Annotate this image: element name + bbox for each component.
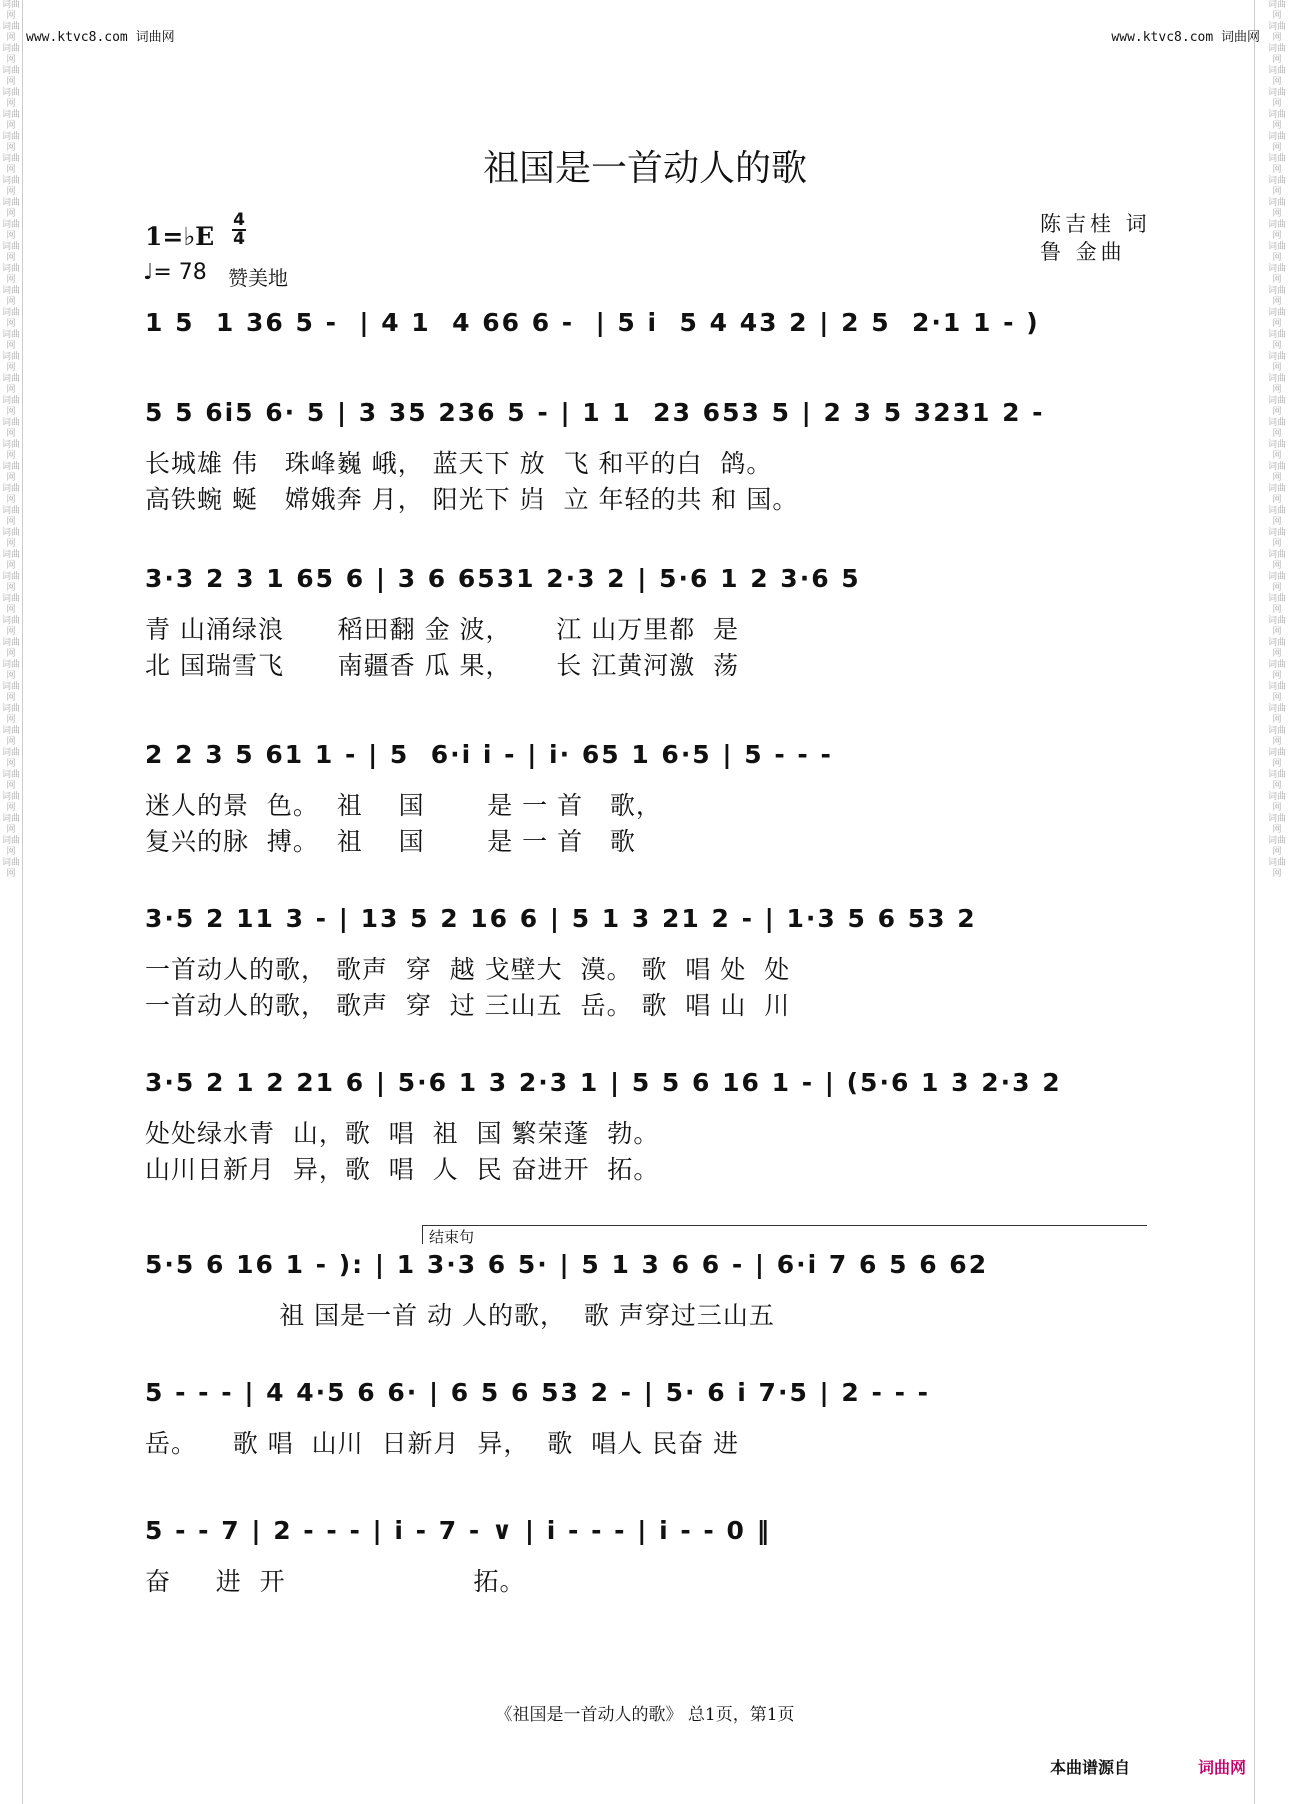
header-url-right[interactable]: www.ktvc8.com 词曲网 [1111, 30, 1260, 45]
source-brand-link[interactable]: 词曲网 [1198, 1758, 1247, 1777]
notation-row: 5·5 6 16 1 - ): | 1 3·3 6 5· | 5 1 3 6 6 - | 6·i 7 6 5 6 62 [145, 1250, 989, 1279]
time-signature-top: 4 [233, 210, 245, 230]
right-watermark-strip: 词曲网 词曲网 词曲网 词曲网 词曲网 词曲网 词曲网 词曲网 词曲网 词曲网 词曲网 词曲网 词曲网 词曲网 词曲网 词曲网 词曲网 词曲网 词曲网 词曲网 词曲网 词曲网 词曲网 词曲网 词曲网 词曲网 词曲网 词曲网 词曲网 词曲网 词曲网 词曲网 词曲网 词曲网 词曲网 词曲网 词曲网 词曲网 词曲网 词曲网 [1268, 0, 1286, 879]
notation-row: 3·3 2 3 1 65 6 | 3 6 6531 2·3 2 | 5·6 1 2 3·6 5 [145, 564, 861, 593]
ending-bracket [422, 1225, 1147, 1244]
system-6 [145, 1068, 1150, 1186]
lyric-verse-1: 岳。 歌 唱 山川 日新月 异， 歌 唱人 民奋 进 [145, 1429, 740, 1458]
expression-mark: 赞美地 [228, 266, 288, 290]
left-margin-line [22, 0, 23, 1804]
system-8 [145, 1378, 1150, 1460]
time-signature-bottom: 4 [233, 229, 245, 249]
lyric-verse-1: 奋 进 开 拓。 [145, 1567, 526, 1596]
source-label: 本曲谱源自 [1050, 1758, 1131, 1777]
lyric-verse-1: 青 山涌绿浪 稻田翻 金 波， 江 山万里都 是 [145, 615, 740, 644]
lyric-verse-1: 处处绿水青 山，歌 唱 祖 国 繁荣蓬 勃。 [145, 1119, 660, 1148]
system-3 [145, 564, 1150, 682]
page-footer: 《祖国是一首动人的歌》 总1页，第1页 [495, 1705, 795, 1725]
system-7 [145, 1250, 1150, 1332]
notation-row: 5 - - - | 4 4·5 6 6· | 6 5 6 53 2 - | 5· 6 i 7·5 | 2 - - - [145, 1378, 931, 1407]
system-9 [145, 1516, 1150, 1598]
lyric-verse-2: 高铁蜿 蜒 嫦娥奔 月， 阳光下 岿 立 年轻的共 和 国。 [145, 485, 799, 514]
system-2 [145, 398, 1150, 516]
lyric-verse-2: 一首动人的歌， 歌声 穿 过 三山五 岳。 歌 唱 山 川 [145, 991, 791, 1020]
lyric-verse-1: 长城雄 伟 珠峰巍 峨， 蓝天下 放 飞 和平的白 鸽。 [145, 449, 773, 478]
notation-row: 1 5 1 36 5 - | 4 1 4 66 6 - | 5 i 5 4 43 2 | 2 5 2·1 1 - ) [145, 308, 1040, 337]
left-watermark-strip: 词曲网 词曲网 词曲网 词曲网 词曲网 词曲网 词曲网 词曲网 词曲网 词曲网 词曲网 词曲网 词曲网 词曲网 词曲网 词曲网 词曲网 词曲网 词曲网 词曲网 词曲网 词曲网 词曲网 词曲网 词曲网 词曲网 词曲网 词曲网 词曲网 词曲网 词曲网 词曲网 词曲网 词曲网 词曲网 词曲网 词曲网 词曲网 词曲网 词曲网 [2, 0, 20, 879]
song-title: 祖国是一首动人的歌 [482, 148, 807, 189]
lyric-verse-2: 复兴的脉 搏。 祖 国 是 一 首 歌 [145, 827, 636, 856]
system-1 [145, 308, 1150, 348]
key-signature: 1=♭E [145, 222, 215, 251]
system-5 [145, 904, 1150, 1022]
time-signature [232, 212, 246, 248]
lyric-verse-2: 北 国瑞雪飞 南疆香 瓜 果， 长 江黄河激 荡 [145, 651, 740, 680]
lyric-verse-1: 祖 国是一首 动 人的歌， 歌 声穿过三山五 [145, 1301, 775, 1330]
ending-label: 结束句 [429, 1228, 475, 1246]
notation-row: 5 5 6i5 6· 5 | 3 35 236 5 - | 1 1 23 653 5 | 2 3 5 3231 2 - [145, 398, 1045, 427]
lyric-verse-1: 一首动人的歌， 歌声 穿 越 戈壁大 漠。 歌 唱 处 处 [145, 955, 791, 984]
lyricist-credit: 陈吉桂 词 [1040, 212, 1151, 236]
notation-row: 3·5 2 1 2 21 6 | 5·6 1 3 2·3 1 | 5 5 6 16 1 - | (5·6 1 3 2·3 2 [145, 1068, 1062, 1097]
lyric-verse-1: 迷人的景 色。 祖 国 是 一 首 歌， [145, 791, 662, 820]
header-url-left[interactable]: www.ktvc8.com 词曲网 [26, 30, 175, 45]
right-margin-line [1254, 0, 1255, 1804]
notation-row: 2 2 3 5 61 1 - | 5 6·i i - | i· 65 1 6·5 | 5 - - - [145, 740, 833, 769]
system-4 [145, 740, 1150, 858]
notation-row: 3·5 2 11 3 - | 13 5 2 16 6 | 5 1 3 21 2 - | 1·3 5 6 53 2 [145, 904, 977, 933]
notation-row: 5 - - 7 | 2 - - - | i - 7 - ∨ | i - - - | i - - 0 ‖ [145, 1516, 772, 1545]
composer-credit: 鲁 金曲 [1040, 240, 1126, 264]
tempo-mark: ♩= 78 [143, 260, 207, 285]
lyric-verse-2: 山川日新月 异，歌 唱 人 民 奋进开 拓。 [145, 1155, 660, 1184]
